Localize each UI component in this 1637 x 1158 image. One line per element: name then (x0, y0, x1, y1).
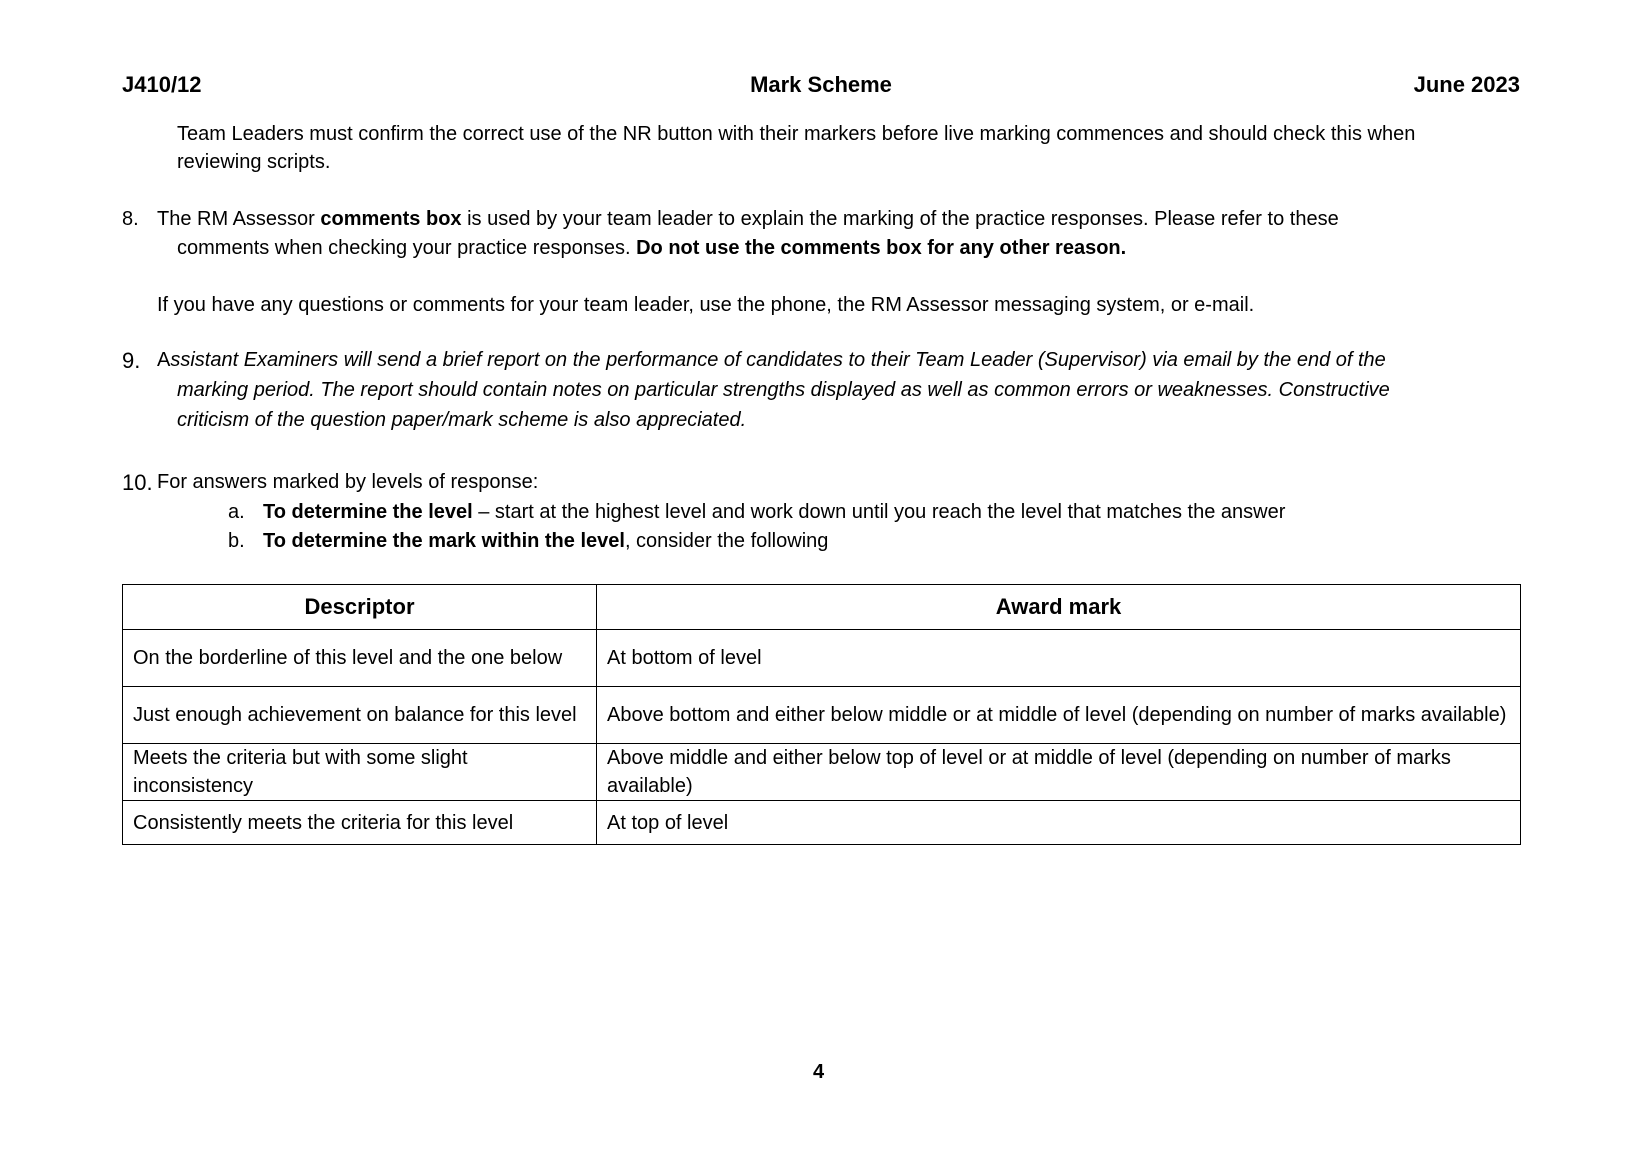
item-8-bold-term: comments box (320, 208, 462, 230)
item-8-line-1 (157, 205, 1339, 234)
table-row (123, 744, 1521, 801)
table-row (123, 801, 1521, 845)
award-mark-cell: Above bottom and either below middle or at middle of level (depending on number of marks available) (597, 687, 1521, 744)
item-8-bold-warning: Do not use the comments box for any other reason. (636, 237, 1127, 259)
levels-mark-table (122, 584, 1521, 845)
table-header-row (123, 585, 1521, 630)
exam-session: June 2023 (1413, 72, 1520, 97)
document-title: Mark Scheme (750, 72, 892, 97)
award-mark-header: Award mark (597, 585, 1521, 630)
item-10-a-letter: a. (228, 501, 245, 523)
nr-paragraph-line-2: reviewing scripts. (177, 151, 331, 173)
item-9-italic-text: ssistant Examiners will send a brief report on the performance of candidates to their Team Leader (Supervisor) via email by the end of the (170, 349, 1386, 371)
descriptor-header: Descriptor (123, 585, 597, 630)
item-9-line-1 (157, 346, 1386, 375)
award-mark-cell: At bottom of level (597, 630, 1521, 687)
item-10-a-text (263, 498, 1285, 527)
item-8-line-2 (177, 234, 1126, 263)
nr-paragraph-line-1: Team Leaders must confirm the correct use of the NR button with their markers before live marking commences and should check this when (177, 123, 1416, 145)
item-8-number: 8. (122, 208, 139, 230)
page-header (122, 72, 1520, 102)
award-mark-cell: At top of level (597, 801, 1521, 845)
table-row (123, 687, 1521, 744)
descriptor-cell: Consistently meets the criteria for this level (123, 801, 597, 845)
item-10-b-bold: To determine the mark within the level (263, 530, 625, 552)
item-9-line-2: marking period. The report should contain notes on particular strengths displayed as well as common errors or weaknesses. Constructive (177, 379, 1390, 401)
item-10-intro: For answers marked by levels of response: (157, 471, 539, 493)
item-8-text: The RM Assessor (157, 208, 321, 230)
item-9-line-3: criticism of the question paper/mark scheme is also appreciated. (177, 409, 747, 431)
item-9-number: 9. (122, 348, 141, 373)
item-10-number: 10. (122, 470, 153, 495)
item-8-text: comments when checking your practice responses. (177, 237, 637, 259)
item-9-text: A (157, 349, 171, 371)
table-row (123, 630, 1521, 687)
item-10-a-bold: To determine the level (263, 501, 473, 523)
item-10-a-rest: – start at the highest level and work down until you reach the level that matches the answer (472, 501, 1286, 523)
descriptor-cell: Just enough achievement on balance for this level (123, 687, 597, 744)
descriptor-cell: Meets the criteria but with some slight inconsistency (123, 744, 597, 801)
award-mark-cell: Above middle and either below top of level or at middle of level (depending on number of marks available) (597, 744, 1521, 801)
page-number: 4 (812, 1061, 825, 1083)
item-8-contact-paragraph: If you have any questions or comments for your team leader, use the phone, the RM Assessor messaging system, or e-mail. (157, 294, 1255, 316)
item-10-b-letter: b. (228, 530, 245, 552)
item-8-text: is used by your team leader to explain the marking of the practice responses. Please refer to these (461, 208, 1339, 230)
item-10-b-rest: , consider the following (624, 530, 829, 552)
descriptor-cell: On the borderline of this level and the one below (123, 630, 597, 687)
item-10-b-text (263, 527, 828, 556)
paper-code: J410/12 (122, 72, 202, 97)
